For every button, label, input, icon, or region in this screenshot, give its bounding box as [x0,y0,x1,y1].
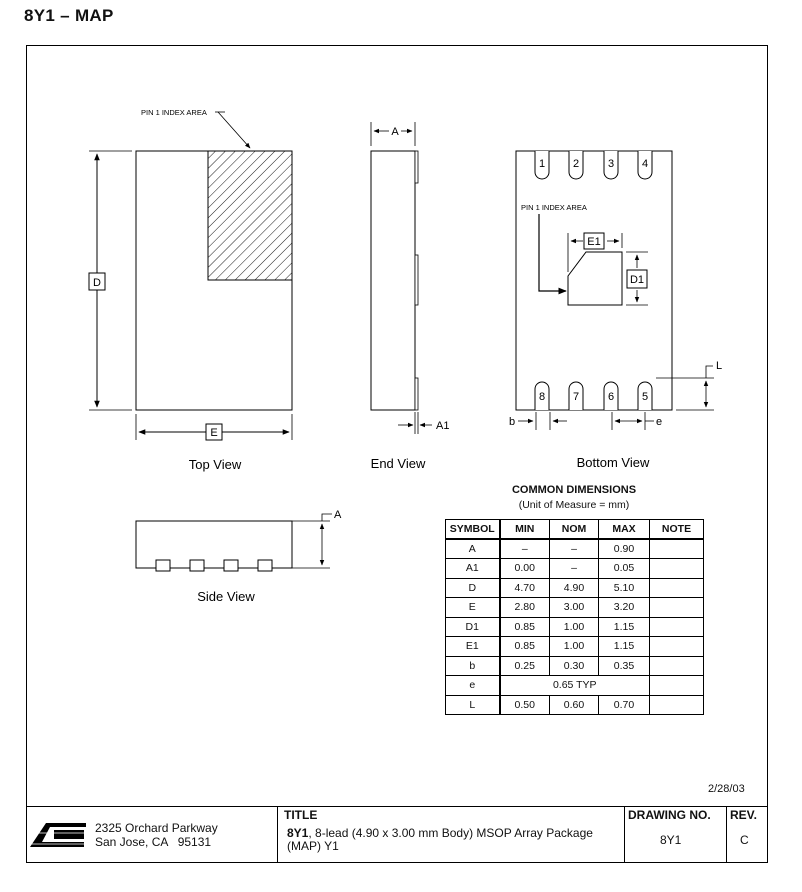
pin-number: 1 [538,158,546,170]
top-pin1-note: PIN 1 INDEX AREA [141,108,207,117]
common-dimensions-table [445,519,704,715]
pin-number: 3 [607,158,615,170]
bottom-pin1-note: PIN 1 INDEX AREA [521,203,587,212]
table-row [446,656,704,676]
top-pin1-arrow [218,112,250,148]
title-description [287,827,622,853]
table-row [446,598,704,618]
dim-d-label: D [93,277,101,289]
dim-l-label: L [716,360,723,372]
dim-b-label: b [509,416,516,428]
cell-note [650,598,704,618]
cell-symbol: L [446,695,500,715]
dim-d1-label: D1 [629,274,645,286]
cell-max: 3.20 [599,598,650,618]
header-max: MAX [599,520,650,540]
pin-number: 5 [641,391,649,403]
drawing-no-header: DRAWING NO. [628,808,711,822]
cell-note [650,637,704,657]
cell-min: 2.80 [500,598,550,618]
top-view [89,108,292,472]
cell-symbol: b [446,656,500,676]
common-dimensions-title: COMMON DIMENSIONS [511,484,637,496]
end-view [371,122,450,471]
pin-number: 8 [538,391,546,403]
bottom-view-label: Bottom View [576,455,650,470]
dim-e1-label: E1 [587,236,601,248]
table-row [446,578,704,598]
side-lead [156,560,170,571]
address-line-2: San Jose, CA 95131 [95,835,212,849]
cell-nom: 0.60 [550,695,599,715]
cell-max: 1.15 [599,617,650,637]
dim-pitch-label: e [656,416,663,428]
title-bold: 8Y1 [287,826,309,840]
cell-min: 0.00 [500,559,550,579]
table-row [446,559,704,579]
title-header: TITLE [284,808,318,822]
side-view-label: Side View [197,589,255,604]
side-lead [224,560,238,571]
cell-nom: 1.00 [550,637,599,657]
cell-min: 0.25 [500,656,550,676]
cell-min: 0.85 [500,637,550,657]
cell-nom: – [550,539,599,559]
cell-note [650,539,704,559]
cell-note [650,656,704,676]
table-row [446,539,704,559]
cell-nom: 3.00 [550,598,599,618]
page-title: 8Y1 – MAP [24,6,114,25]
bottom-view [509,151,722,470]
cell-nom: 1.00 [550,617,599,637]
cell-note [650,617,704,637]
cell-max: 0.70 [599,695,650,715]
pin-number: 7 [572,391,580,403]
cell-max: 1.15 [599,637,650,657]
cell-max: 5.10 [599,578,650,598]
pin-number: 6 [607,391,615,403]
cell-merged: 0.65 TYP [500,676,650,696]
end-view-body [371,151,415,410]
cell-max: 0.90 [599,539,650,559]
table-row [446,676,704,696]
cell-max: 0.05 [599,559,650,579]
header-symbol: SYMBOL [446,520,500,540]
rev-header: REV. [730,808,757,822]
table-header-row [446,520,704,540]
table-row [446,617,704,637]
table-row [446,637,704,657]
header-note: NOTE [650,520,704,540]
pin-number: 2 [572,158,580,170]
table-row [446,695,704,715]
title-block-divider [624,806,625,863]
cell-symbol: E1 [446,637,500,657]
side-view [136,509,342,604]
cell-symbol: D1 [446,617,500,637]
cell-symbol: E [446,598,500,618]
cell-note [650,559,704,579]
end-dim-a1-label: A1 [436,420,450,432]
drawing-date: 2/28/03 [708,783,745,795]
pin1-index-area-hatch [208,151,292,280]
address-line-1: 2325 Orchard Parkway [95,821,218,835]
cell-nom: 4.90 [550,578,599,598]
cell-min: 0.50 [500,695,550,715]
cell-note [650,578,704,598]
title-text: , 8-lead (4.90 x 3.00 mm Body) MSOP Array Package (MAP) Y1 [287,826,593,853]
cell-note [650,695,704,715]
cell-note [650,676,704,696]
header-nom: NOM [550,520,599,540]
cell-min: 0.85 [500,617,550,637]
cell-symbol: A [446,539,500,559]
side-lead [258,560,272,571]
cell-symbol: D [446,578,500,598]
top-view-label: Top View [188,457,242,472]
cell-symbol: A1 [446,559,500,579]
pin-number: 4 [641,158,649,170]
cell-min: – [500,539,550,559]
dim-e-label: E [210,427,218,439]
side-lead [190,560,204,571]
header-min: MIN [500,520,550,540]
cell-nom: 0.30 [550,656,599,676]
cell-min: 4.70 [500,578,550,598]
common-dimensions-subtitle: (Unit of Measure = mm) [518,499,630,511]
end-view-label: End View [370,456,426,471]
cell-nom: – [550,559,599,579]
title-block-divider [277,806,278,863]
title-block-divider [726,806,727,863]
company-address [95,821,218,849]
end-dim-a-label: A [391,126,399,138]
cell-max: 0.35 [599,656,650,676]
drawing-no: 8Y1 [660,833,682,847]
cell-symbol: e [446,676,500,696]
rev-value: C [740,833,749,847]
side-dim-a-label: A [334,509,342,521]
